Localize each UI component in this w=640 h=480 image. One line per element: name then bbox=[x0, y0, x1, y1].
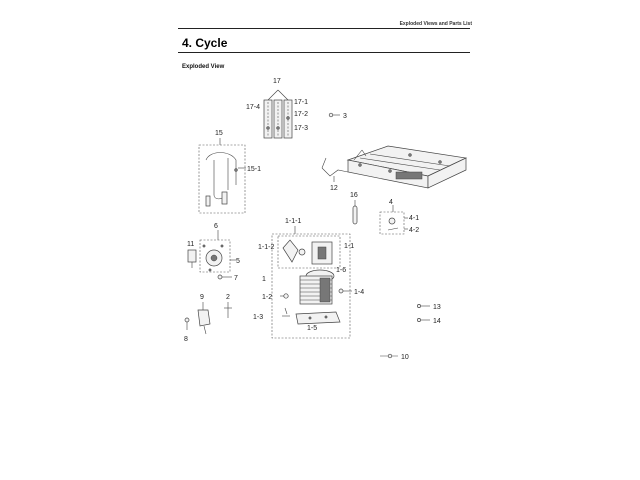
callout-3: 3 bbox=[343, 113, 347, 120]
callout-14: 14 bbox=[433, 318, 441, 325]
callout-1-1-1: 1-1-1 bbox=[285, 218, 302, 225]
callout-4-1: 4-1 bbox=[409, 215, 420, 222]
part-4-bracket bbox=[380, 205, 408, 234]
callout-17: 17 bbox=[273, 78, 281, 85]
part-9-valve bbox=[198, 302, 210, 334]
callout-7: 7 bbox=[234, 275, 238, 282]
callout-1: 1 bbox=[262, 276, 266, 283]
part-17-filter-group bbox=[264, 90, 292, 138]
callout-15: 15 bbox=[215, 130, 223, 137]
part-14-screw bbox=[417, 318, 430, 321]
part-8-screw bbox=[185, 318, 189, 330]
callout-1-1-2: 1-1-2 bbox=[258, 244, 275, 251]
callout-17-4: 17-4 bbox=[246, 104, 261, 111]
callout-4: 4 bbox=[389, 199, 393, 206]
part-10-screw bbox=[380, 354, 398, 358]
section-title: 4. Cycle bbox=[182, 36, 228, 50]
part-12-bent-pipe bbox=[322, 158, 348, 182]
part-16-capillary bbox=[353, 200, 357, 224]
callout-10: 10 bbox=[401, 354, 409, 361]
part-13-screw bbox=[417, 304, 430, 307]
callout-6: 6 bbox=[214, 223, 218, 230]
page-header: Exploded Views and Parts List bbox=[399, 21, 472, 27]
callout-2: 2 bbox=[226, 294, 230, 301]
callout-17-3: 17-3 bbox=[294, 125, 309, 132]
part-1-compressor-assembly bbox=[272, 226, 355, 338]
part-5-fan-motor bbox=[200, 230, 236, 279]
section-subtitle: Exploded View bbox=[182, 64, 225, 70]
callout-4-2: 4-2 bbox=[409, 227, 420, 234]
callout-15-1: 15-1 bbox=[247, 166, 262, 173]
part-11-clip bbox=[188, 250, 196, 268]
callout-1-4: 1-4 bbox=[354, 289, 365, 296]
callout-1-6: 1-6 bbox=[336, 267, 347, 274]
callout-16: 16 bbox=[350, 192, 358, 199]
part-15-tube-assembly bbox=[199, 138, 246, 213]
callout-1-3: 1-3 bbox=[253, 314, 264, 321]
callout-5: 5 bbox=[236, 258, 240, 265]
callout-13: 13 bbox=[433, 304, 441, 311]
part-3-screw bbox=[329, 113, 340, 117]
callout-8: 8 bbox=[184, 336, 188, 343]
base-frame bbox=[348, 146, 466, 188]
part-2-pin bbox=[224, 302, 232, 318]
callout-1-2: 1-2 bbox=[262, 294, 273, 301]
callout-12: 12 bbox=[330, 185, 338, 192]
callout-17-2: 17-2 bbox=[294, 111, 309, 118]
callout-17-1: 17-1 bbox=[294, 99, 309, 106]
callout-1-1: 1-1 bbox=[344, 243, 355, 250]
callout-9: 9 bbox=[200, 294, 204, 301]
callout-11: 11 bbox=[187, 241, 195, 248]
callout-1-5: 1-5 bbox=[307, 325, 318, 332]
